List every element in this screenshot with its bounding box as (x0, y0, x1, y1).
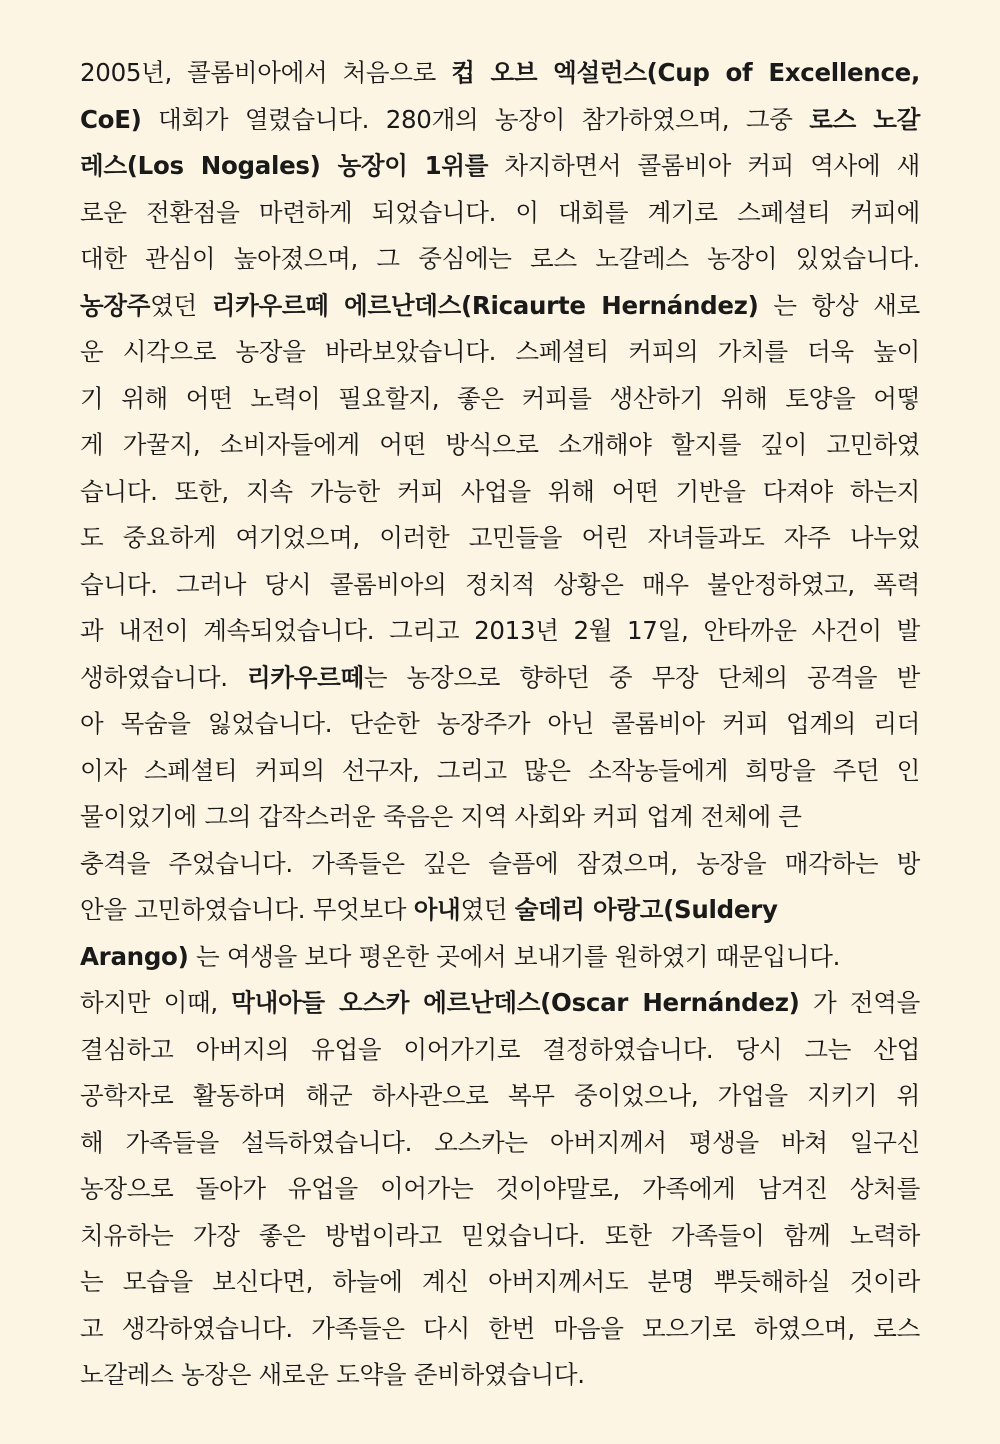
text-run: 공학자로 활동하며 해군 하사관으로 복무 중이었으나, 가업을 지키기 위 (80, 1081, 920, 1110)
text-line (80, 1259, 920, 1306)
bold-text-run: 술데리 아랑고(Suldery (514, 895, 778, 924)
text-run: 가 전역을 (799, 988, 920, 1017)
text-line (80, 1306, 920, 1353)
bold-text-run: 아내 (413, 895, 461, 924)
bold-text-run: 막내아들 오스카 에르난데스(Oscar Hernández) (231, 988, 800, 1017)
text-line (80, 980, 920, 1027)
text-run: 차지하면서 콜롬비아 커피 역사에 새 (488, 151, 920, 180)
text-line (80, 655, 920, 702)
bold-text-run: 리카우르떼 (247, 662, 364, 692)
text-line (80, 748, 920, 795)
text-line (80, 143, 920, 190)
bold-text-run: 레스(Los Nogales) 농장이 1위를 (80, 151, 489, 180)
text-line (80, 329, 920, 376)
text-run: 고 생각하였습니다. 가족들은 다시 한번 마음을 모으기로 하였으며, 로스 (80, 1313, 920, 1343)
text-line (80, 562, 920, 609)
text-run: 대한 관심이 높아졌으며, 그 중심에는 로스 노갈레스 농장이 있었습니다. (80, 244, 920, 273)
text-line (80, 1027, 920, 1074)
text-line (80, 701, 920, 748)
text-line (80, 236, 920, 283)
text-run: 물이었기에 그의 갑작스러운 죽음은 지역 사회와 커피 업계 전체에 큰 (80, 802, 802, 831)
text-line (80, 608, 920, 655)
text-line (80, 422, 920, 469)
bold-text-run: CoE) (80, 104, 142, 134)
bold-text-run: 농장주 (80, 290, 151, 320)
text-line (80, 887, 920, 934)
text-run: 이자 스페셜티 커피의 선구자, 그리고 많은 소작농들에게 희망을 주던 인 (80, 755, 920, 785)
text-run: 해 가족들을 설득하였습니다. 오스카는 아버지께서 평생을 바쳐 일구신 (80, 1127, 920, 1157)
text-run: 노갈레스 농장은 새로운 도약을 준비하였습니다. (80, 1360, 585, 1389)
text-run: 는 농장으로 향하던 중 무장 단체의 공격을 받 (363, 662, 920, 692)
text-run: 과 내전이 계속되었습니다. 그리고 2013년 2월 17일, 안타까운 사건이 발 (80, 616, 920, 645)
text-line (80, 1213, 920, 1260)
text-line (80, 934, 920, 981)
text-line (80, 515, 920, 562)
text-run: 습니다. 그러나 당시 콜롬비아의 정치적 상황은 매우 불안정하였고, 폭력 (80, 569, 920, 599)
text-run: 는 여생을 보다 평온한 곳에서 보내기를 원하였기 때문입니다. (188, 941, 841, 971)
text-run: 결심하고 아버지의 유업을 이어가기로 결정하였습니다. 당시 그는 산업 (80, 1034, 920, 1064)
text-line (80, 1120, 920, 1167)
text-run: 였던 (460, 895, 515, 924)
text-line (80, 1352, 920, 1399)
bold-text-run: 리카우르떼 에르난데스(Ricaurte Hernández) (211, 290, 759, 320)
text-run: 습니다. 또한, 지속 가능한 커피 사업을 위해 어떤 기반을 다져야 하는지 (80, 476, 920, 506)
text-run: 하지만 이때, (80, 988, 232, 1017)
text-line (80, 283, 920, 330)
text-line (80, 97, 920, 144)
text-line (80, 50, 920, 97)
text-line (80, 794, 920, 841)
text-line (80, 190, 920, 237)
text-run: 치유하는 가장 좋은 방법이라고 믿었습니다. 또한 가족들이 함께 노력하 (80, 1220, 920, 1250)
text-line (80, 841, 920, 888)
text-run: 아 목숨을 잃었습니다. 단순한 농장주가 아닌 콜롬비아 커피 업계의 리더 (80, 709, 920, 738)
text-run: 대회가 열렸습니다. 280개의 농장이 참가하였으며, 그중 (141, 104, 810, 134)
text-line (80, 469, 920, 516)
text-line (80, 1166, 920, 1213)
bold-text-run: Arango) (80, 941, 189, 971)
text-line (80, 1073, 920, 1120)
text-run: 농장으로 돌아가 유업을 이어가는 것이야말로, 가족에게 남겨진 상처를 (80, 1174, 920, 1203)
bold-text-run: 컵 오브 엑설런스(Cup of Excellence, (451, 58, 921, 87)
document-body (80, 50, 920, 1399)
text-run: 는 항상 새로 (758, 290, 920, 320)
text-run: 기 위해 어떤 노력이 필요할지, 좋은 커피를 생산하기 위해 토양을 어떻 (80, 383, 920, 413)
text-run: 2005년, 콜롬비아에서 처음으로 (80, 58, 452, 87)
text-run: 로운 전환점을 마련하게 되었습니다. 이 대회를 계기로 스페셜티 커피에 (80, 197, 920, 227)
text-run: 안을 고민하였습니다. 무엇보다 (80, 895, 414, 924)
text-run: 는 모습을 보신다면, 하늘에 계신 아버지께서도 분명 뿌듯해하실 것이라 (80, 1267, 920, 1296)
text-run: 였던 (150, 290, 212, 320)
text-run: 생하였습니다. (80, 662, 248, 692)
text-run: 도 중요하게 여기었으며, 이러한 고민들을 어린 자녀들과도 자주 나누었 (80, 523, 920, 552)
text-line (80, 376, 920, 423)
bold-text-run: 로스 노갈 (809, 104, 920, 134)
text-run: 충격을 주었습니다. 가족들은 깊은 슬픔에 잠겼으며, 농장을 매각하는 방 (80, 848, 920, 878)
text-run: 게 가꿀지, 소비자들에게 어떤 방식으로 소개해야 할지를 깊이 고민하였 (80, 430, 920, 459)
text-run: 운 시각으로 농장을 바라보았습니다. 스페셜티 커피의 가치를 더욱 높이 (80, 337, 920, 366)
